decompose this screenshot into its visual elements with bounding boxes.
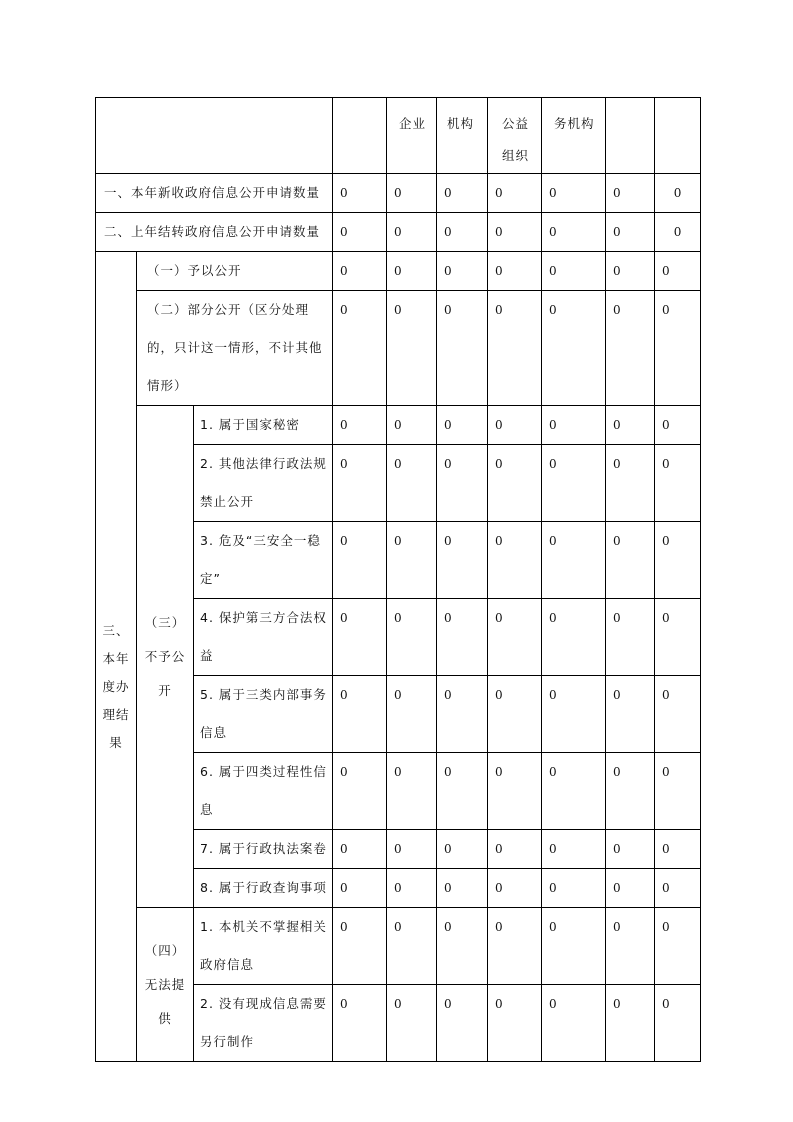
header-col-service-agency: 务机构 xyxy=(542,98,606,174)
value-cell-total: 0 xyxy=(655,291,701,406)
row-label: 5. 属于三类内部事务信息 xyxy=(194,676,333,753)
value-cell: 0 xyxy=(542,252,606,291)
value-cell: 0 xyxy=(387,599,437,676)
value-cell-total: 0 xyxy=(655,830,701,869)
value-cell: 0 xyxy=(488,291,542,406)
value-cell: 0 xyxy=(333,599,387,676)
row-label: （二）部分公开（区分处理的，只计这一情形，不计其他情形） xyxy=(137,291,333,406)
row-disclose xyxy=(96,252,701,291)
value-cell: 0 xyxy=(437,291,488,406)
value-cell: 0 xyxy=(333,985,387,1062)
value-cell: 0 xyxy=(542,599,606,676)
value-cell: 0 xyxy=(606,252,655,291)
value-cell: 0 xyxy=(333,174,387,213)
value-cell: 0 xyxy=(606,676,655,753)
value-cell-total: 0 xyxy=(655,252,701,291)
value-cell: 0 xyxy=(387,985,437,1062)
row-no-disclose-1 xyxy=(96,406,701,445)
value-cell: 0 xyxy=(387,908,437,985)
value-cell: 0 xyxy=(488,676,542,753)
value-cell: 0 xyxy=(488,522,542,599)
value-cell: 0 xyxy=(488,753,542,830)
header-col-1 xyxy=(333,98,387,174)
value-cell: 0 xyxy=(333,445,387,522)
value-cell: 0 xyxy=(437,676,488,753)
row-label: 6. 属于四类过程性信息 xyxy=(194,753,333,830)
value-cell: 0 xyxy=(333,406,387,445)
value-cell: 0 xyxy=(437,174,488,213)
value-cell: 0 xyxy=(437,985,488,1062)
row-label: 3. 危及“三安全一稳定” xyxy=(194,522,333,599)
value-cell: 0 xyxy=(333,676,387,753)
row-cannot-provide-1 xyxy=(96,908,701,985)
value-cell: 0 xyxy=(542,445,606,522)
value-cell: 0 xyxy=(387,406,437,445)
value-cell: 0 xyxy=(542,676,606,753)
row-carried-requests xyxy=(96,213,701,252)
value-cell-total: 0 xyxy=(655,174,701,213)
value-cell: 0 xyxy=(488,445,542,522)
value-cell: 0 xyxy=(333,908,387,985)
value-cell: 0 xyxy=(542,985,606,1062)
value-cell: 0 xyxy=(606,985,655,1062)
value-cell: 0 xyxy=(387,291,437,406)
value-cell: 0 xyxy=(542,908,606,985)
value-cell: 0 xyxy=(437,445,488,522)
value-cell-total: 0 xyxy=(655,753,701,830)
header-row xyxy=(96,98,701,174)
header-col-public-welfare: 公益组织 xyxy=(488,98,542,174)
header-blank-cell xyxy=(96,98,333,174)
value-cell-total: 0 xyxy=(655,985,701,1062)
value-cell: 0 xyxy=(606,406,655,445)
value-cell: 0 xyxy=(387,445,437,522)
value-cell-total: 0 xyxy=(655,908,701,985)
section3-label: 三、本年度办理结果 xyxy=(96,252,137,1062)
value-cell: 0 xyxy=(542,406,606,445)
value-cell-total: 0 xyxy=(655,445,701,522)
header-col-other xyxy=(606,98,655,174)
row-partial xyxy=(96,291,701,406)
value-cell: 0 xyxy=(488,985,542,1062)
value-cell: 0 xyxy=(542,174,606,213)
value-cell: 0 xyxy=(488,869,542,908)
value-cell: 0 xyxy=(333,830,387,869)
value-cell-total: 0 xyxy=(655,599,701,676)
header-col-institution: 机构 xyxy=(437,98,488,174)
value-cell: 0 xyxy=(606,291,655,406)
value-cell: 0 xyxy=(606,908,655,985)
value-cell-total: 0 xyxy=(655,869,701,908)
value-cell: 0 xyxy=(333,522,387,599)
value-cell: 0 xyxy=(488,213,542,252)
value-cell: 0 xyxy=(488,599,542,676)
value-cell: 0 xyxy=(387,522,437,599)
value-cell: 0 xyxy=(542,291,606,406)
row-label: 2. 其他法律行政法规禁止公开 xyxy=(194,445,333,522)
value-cell-total: 0 xyxy=(655,522,701,599)
value-cell: 0 xyxy=(387,676,437,753)
value-cell: 0 xyxy=(387,174,437,213)
value-cell: 0 xyxy=(437,753,488,830)
cannot-provide-label: （四）无法提供 xyxy=(137,908,194,1062)
value-cell: 0 xyxy=(488,406,542,445)
value-cell: 0 xyxy=(387,213,437,252)
value-cell: 0 xyxy=(387,869,437,908)
value-cell: 0 xyxy=(606,830,655,869)
value-cell: 0 xyxy=(333,291,387,406)
value-cell-total: 0 xyxy=(655,406,701,445)
row-label: （一）予以公开 xyxy=(137,252,333,291)
row-label: 2. 没有现成信息需要另行制作 xyxy=(194,985,333,1062)
value-cell: 0 xyxy=(437,406,488,445)
value-cell: 0 xyxy=(437,830,488,869)
value-cell: 0 xyxy=(333,753,387,830)
value-cell: 0 xyxy=(437,252,488,291)
value-cell: 0 xyxy=(606,869,655,908)
row-new-requests xyxy=(96,174,701,213)
value-cell: 0 xyxy=(488,908,542,985)
row-label: 一、本年新收政府信息公开申请数量 xyxy=(96,174,333,213)
row-label: 1. 本机关不掌握相关政府信息 xyxy=(194,908,333,985)
header-col-total xyxy=(655,98,701,174)
value-cell: 0 xyxy=(333,252,387,291)
value-cell: 0 xyxy=(333,213,387,252)
header-col-enterprise: 企业 xyxy=(387,98,437,174)
row-label: 8. 属于行政查询事项 xyxy=(194,869,333,908)
value-cell: 0 xyxy=(333,869,387,908)
statistics-table xyxy=(95,97,701,1062)
value-cell: 0 xyxy=(542,869,606,908)
value-cell: 0 xyxy=(606,753,655,830)
value-cell: 0 xyxy=(542,213,606,252)
value-cell: 0 xyxy=(606,174,655,213)
value-cell: 0 xyxy=(437,522,488,599)
value-cell: 0 xyxy=(387,753,437,830)
row-label: 7. 属于行政执法案卷 xyxy=(194,830,333,869)
value-cell: 0 xyxy=(488,830,542,869)
value-cell: 0 xyxy=(606,599,655,676)
value-cell: 0 xyxy=(542,830,606,869)
value-cell: 0 xyxy=(437,869,488,908)
value-cell: 0 xyxy=(606,213,655,252)
value-cell: 0 xyxy=(488,252,542,291)
value-cell: 0 xyxy=(606,445,655,522)
value-cell: 0 xyxy=(387,830,437,869)
value-cell: 0 xyxy=(437,599,488,676)
value-cell: 0 xyxy=(606,522,655,599)
value-cell: 0 xyxy=(542,522,606,599)
value-cell: 0 xyxy=(437,908,488,985)
value-cell-total: 0 xyxy=(655,676,701,753)
value-cell: 0 xyxy=(387,252,437,291)
row-label: 1. 属于国家秘密 xyxy=(194,406,333,445)
row-label: 二、上年结转政府信息公开申请数量 xyxy=(96,213,333,252)
value-cell: 0 xyxy=(488,174,542,213)
value-cell: 0 xyxy=(542,753,606,830)
value-cell-total: 0 xyxy=(655,213,701,252)
row-label: 4. 保护第三方合法权益 xyxy=(194,599,333,676)
value-cell: 0 xyxy=(437,213,488,252)
no-disclose-label: （三）不予公开 xyxy=(137,406,194,908)
